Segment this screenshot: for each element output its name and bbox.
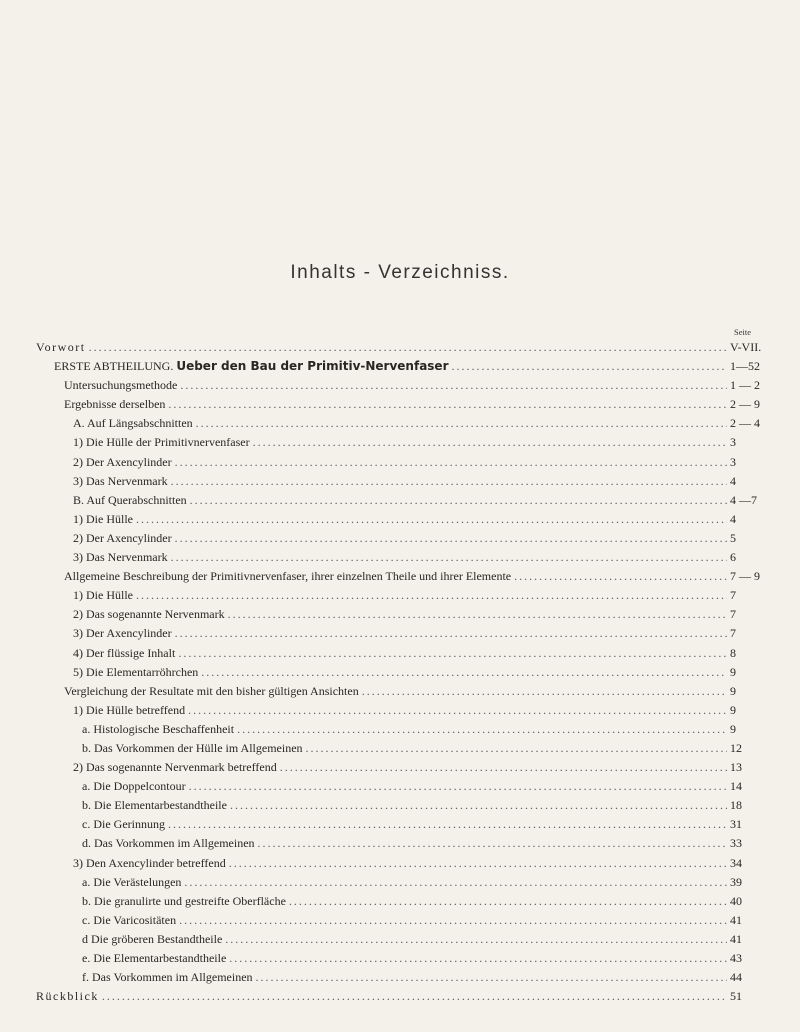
toc-entry-label: 3) Das Nervenmark <box>73 550 168 565</box>
toc-entry-page: 9 <box>730 683 736 698</box>
toc-entry-label: b. Das Vorkommen der Hülle im Allgemeinen <box>82 740 303 755</box>
toc-entry-page: 6 <box>730 550 736 565</box>
toc-entry-page: 1—52 <box>730 359 760 374</box>
toc-entry <box>36 567 766 586</box>
toc-entry-page: 2 — 4 <box>730 416 760 431</box>
leader-dots <box>184 873 727 892</box>
leader-dots <box>178 644 727 663</box>
leader-dots <box>514 567 727 586</box>
toc-entry-page: 51 <box>730 989 742 1004</box>
toc-entry-label: 2) Das sogenannte Nervenmark <box>73 607 225 622</box>
toc-entry <box>36 796 766 815</box>
toc-entry-label: Rückblick <box>36 989 99 1004</box>
toc-entry <box>36 472 766 491</box>
toc-entry-label: A. Auf Längsabschnitten <box>73 416 193 431</box>
toc-entry-page: 4 —​7 <box>730 492 757 507</box>
toc-entry <box>36 529 766 548</box>
toc-entry-label: 1) Die Hülle der Primitivnervenfaser <box>73 435 250 450</box>
toc-entry-label: 1) Die Hülle <box>73 511 133 526</box>
toc-entry-label: b. Die Elementarbestandtheile <box>82 798 227 813</box>
toc-entry <box>36 453 766 472</box>
toc-entry <box>36 395 766 414</box>
leader-dots <box>168 395 727 414</box>
toc-entry-label: d Die gröberen Bestandtheile <box>82 931 223 946</box>
toc-entry <box>36 911 766 930</box>
toc-entry <box>36 624 766 643</box>
leader-dots <box>258 834 727 853</box>
leader-dots <box>136 510 727 529</box>
toc-entry-label: 2) Der Axencylinder <box>73 530 172 545</box>
leader-dots <box>171 548 727 567</box>
toc-entry-label: b. Die granulirte und gestreifte Oberfläche <box>82 893 286 908</box>
leader-dots <box>229 949 727 968</box>
toc-entry-label: 5) Die Elementarröhrchen <box>73 664 199 679</box>
toc-entry <box>36 815 766 834</box>
toc-entry-page: V-VII. <box>730 340 762 354</box>
leader-dots <box>190 491 727 510</box>
toc-entry <box>36 701 766 720</box>
leader-dots <box>452 357 728 376</box>
leader-dots <box>229 854 727 873</box>
toc-entry-page: 5 <box>730 530 736 545</box>
toc-entry-label: Vorwort <box>36 340 86 354</box>
toc-entry <box>36 644 766 663</box>
leader-dots <box>228 605 727 624</box>
toc-entry-page: 4 <box>730 511 736 526</box>
toc-entry <box>36 510 766 529</box>
toc-entry-label: Ergebnisse derselben <box>64 397 166 412</box>
leader-dots <box>171 472 727 491</box>
leader-dots <box>175 529 727 548</box>
toc-entry-page: 3 <box>730 454 736 469</box>
toc-entry-page: 9 <box>730 721 736 736</box>
leader-dots <box>230 796 727 815</box>
toc-entry <box>36 930 766 949</box>
toc-entry-page: 43 <box>730 951 742 965</box>
toc-entry-page: 41 <box>730 912 742 927</box>
toc-entry-page: 13 <box>730 760 742 775</box>
leader-dots <box>179 911 727 930</box>
toc-entry-page: 9 <box>730 664 736 679</box>
toc-entry-page: 18 <box>730 798 742 813</box>
leader-dots <box>189 777 727 796</box>
toc-entry <box>36 968 766 987</box>
toc-entry-label: e. Die Elementarbestandtheile <box>82 951 227 965</box>
toc-entry <box>36 834 766 853</box>
toc-entry-page: 3 <box>730 435 736 450</box>
leader-dots <box>201 663 727 682</box>
leader-dots <box>89 338 727 357</box>
toc-entry <box>36 357 766 376</box>
toc-entry-label: Untersuchungsmethode <box>64 378 178 393</box>
toc-entry-page: 9 <box>730 702 736 717</box>
toc-entry-page: 39 <box>730 874 742 889</box>
leader-dots <box>256 968 727 987</box>
toc-entry-label: 2) Das sogenannte Nervenmark betreffend <box>73 760 277 775</box>
leader-dots <box>253 433 727 452</box>
toc-entry-page: 34 <box>730 855 742 870</box>
toc-entry-page: 14 <box>730 779 742 794</box>
toc-entry <box>36 987 766 1006</box>
toc-entry <box>36 605 766 624</box>
toc-entry-label: Allgemeine Beschreibung der Primitivnervenfaser, ihrer einzelnen Theile und ihrer Elemente <box>64 569 512 584</box>
leader-dots <box>225 930 727 949</box>
toc-entry <box>36 548 766 567</box>
toc-entry-page: 7 <box>730 607 736 622</box>
toc-entry-label: 3) Den Axencylinder betreffend <box>73 855 226 870</box>
toc-entry-label: 1) Die Hülle <box>73 588 133 603</box>
toc-entry-page: 7 <box>730 626 736 641</box>
leader-dots <box>180 376 727 395</box>
toc-entry-label: f. Das Vorkommen im Allgemeinen <box>82 970 253 985</box>
toc-entry-page: 33 <box>730 836 742 851</box>
toc-entry-label: a. Die Doppelcontour <box>82 779 186 794</box>
toc-entry-label: 2) Der Axencylinder <box>73 454 172 469</box>
leader-dots <box>188 701 727 720</box>
leader-dots <box>280 758 727 777</box>
leader-dots <box>168 815 727 834</box>
toc-entry <box>36 720 766 739</box>
toc-entry-label: ERSTE ABTHEILUNG. <box>54 359 174 374</box>
toc-entry <box>36 338 766 357</box>
leader-dots <box>306 739 727 758</box>
toc-entry <box>36 873 766 892</box>
section-heading: Ueber den Bau der Primitiv-Nervenfaser <box>176 359 449 374</box>
toc-entry-label: 3) Der Axencylinder <box>73 626 172 641</box>
toc-entry <box>36 433 766 452</box>
page-column-header: Seite <box>734 327 751 337</box>
toc-entry-page: 7 <box>730 588 736 603</box>
toc-entry-label: c. Die Gerinnung <box>82 817 165 832</box>
toc-entry <box>36 491 766 510</box>
toc-entry-page: 40 <box>730 893 742 908</box>
toc-entry <box>36 854 766 873</box>
leader-dots <box>136 586 727 605</box>
toc-entry-label: c. Die Varicositäten <box>82 912 177 927</box>
toc-entry-page: 31 <box>730 817 742 832</box>
toc-entry-label: d. Das Vorkommen im Allgemeinen <box>82 836 255 851</box>
toc-entry-label: B. Auf Querabschnitten <box>73 492 187 507</box>
leader-dots <box>289 892 727 911</box>
toc-entry <box>36 414 766 433</box>
toc-entry-page: 4 <box>730 473 736 488</box>
toc-entry-label: a. Die Verästelungen <box>82 874 182 889</box>
leader-dots <box>102 987 727 1006</box>
toc-entry-page: 2 — 9 <box>730 397 760 412</box>
toc-entry-page: 41 <box>730 931 742 946</box>
toc-entry-label: 1) Die Hülle betreffend <box>73 702 186 717</box>
page-title: Inhalts - Verzeichniss. <box>290 262 510 283</box>
leader-dots <box>175 624 727 643</box>
toc-entry <box>36 376 766 395</box>
leader-dots <box>362 682 727 701</box>
leader-dots <box>237 720 727 739</box>
toc-entry-page: 7 — 9 <box>730 569 760 584</box>
toc-entry <box>36 777 766 796</box>
toc-entry <box>36 586 766 605</box>
table-of-contents <box>36 338 766 1006</box>
toc-entry <box>36 758 766 777</box>
toc-entry-label: a. Histologische Beschaffenheit <box>82 721 235 736</box>
leader-dots <box>175 453 727 472</box>
toc-entry-page: 12 <box>730 740 742 755</box>
toc-entry-label: 4) Der flüssige Inhalt <box>73 645 176 660</box>
toc-entry-page: 44 <box>730 970 742 985</box>
toc-entry <box>36 663 766 682</box>
toc-entry-label: 3) Das Nervenmark <box>73 473 168 488</box>
toc-entry <box>36 682 766 701</box>
toc-entry <box>36 949 766 968</box>
toc-entry <box>36 739 766 758</box>
toc-entry-page: 1 — 2 <box>730 378 760 393</box>
leader-dots <box>196 414 727 433</box>
toc-entry <box>36 892 766 911</box>
toc-entry-page: 8 <box>730 645 736 660</box>
toc-entry-label: Vergleichung der Resultate mit den bisher gültigen Ansichten <box>64 683 359 698</box>
